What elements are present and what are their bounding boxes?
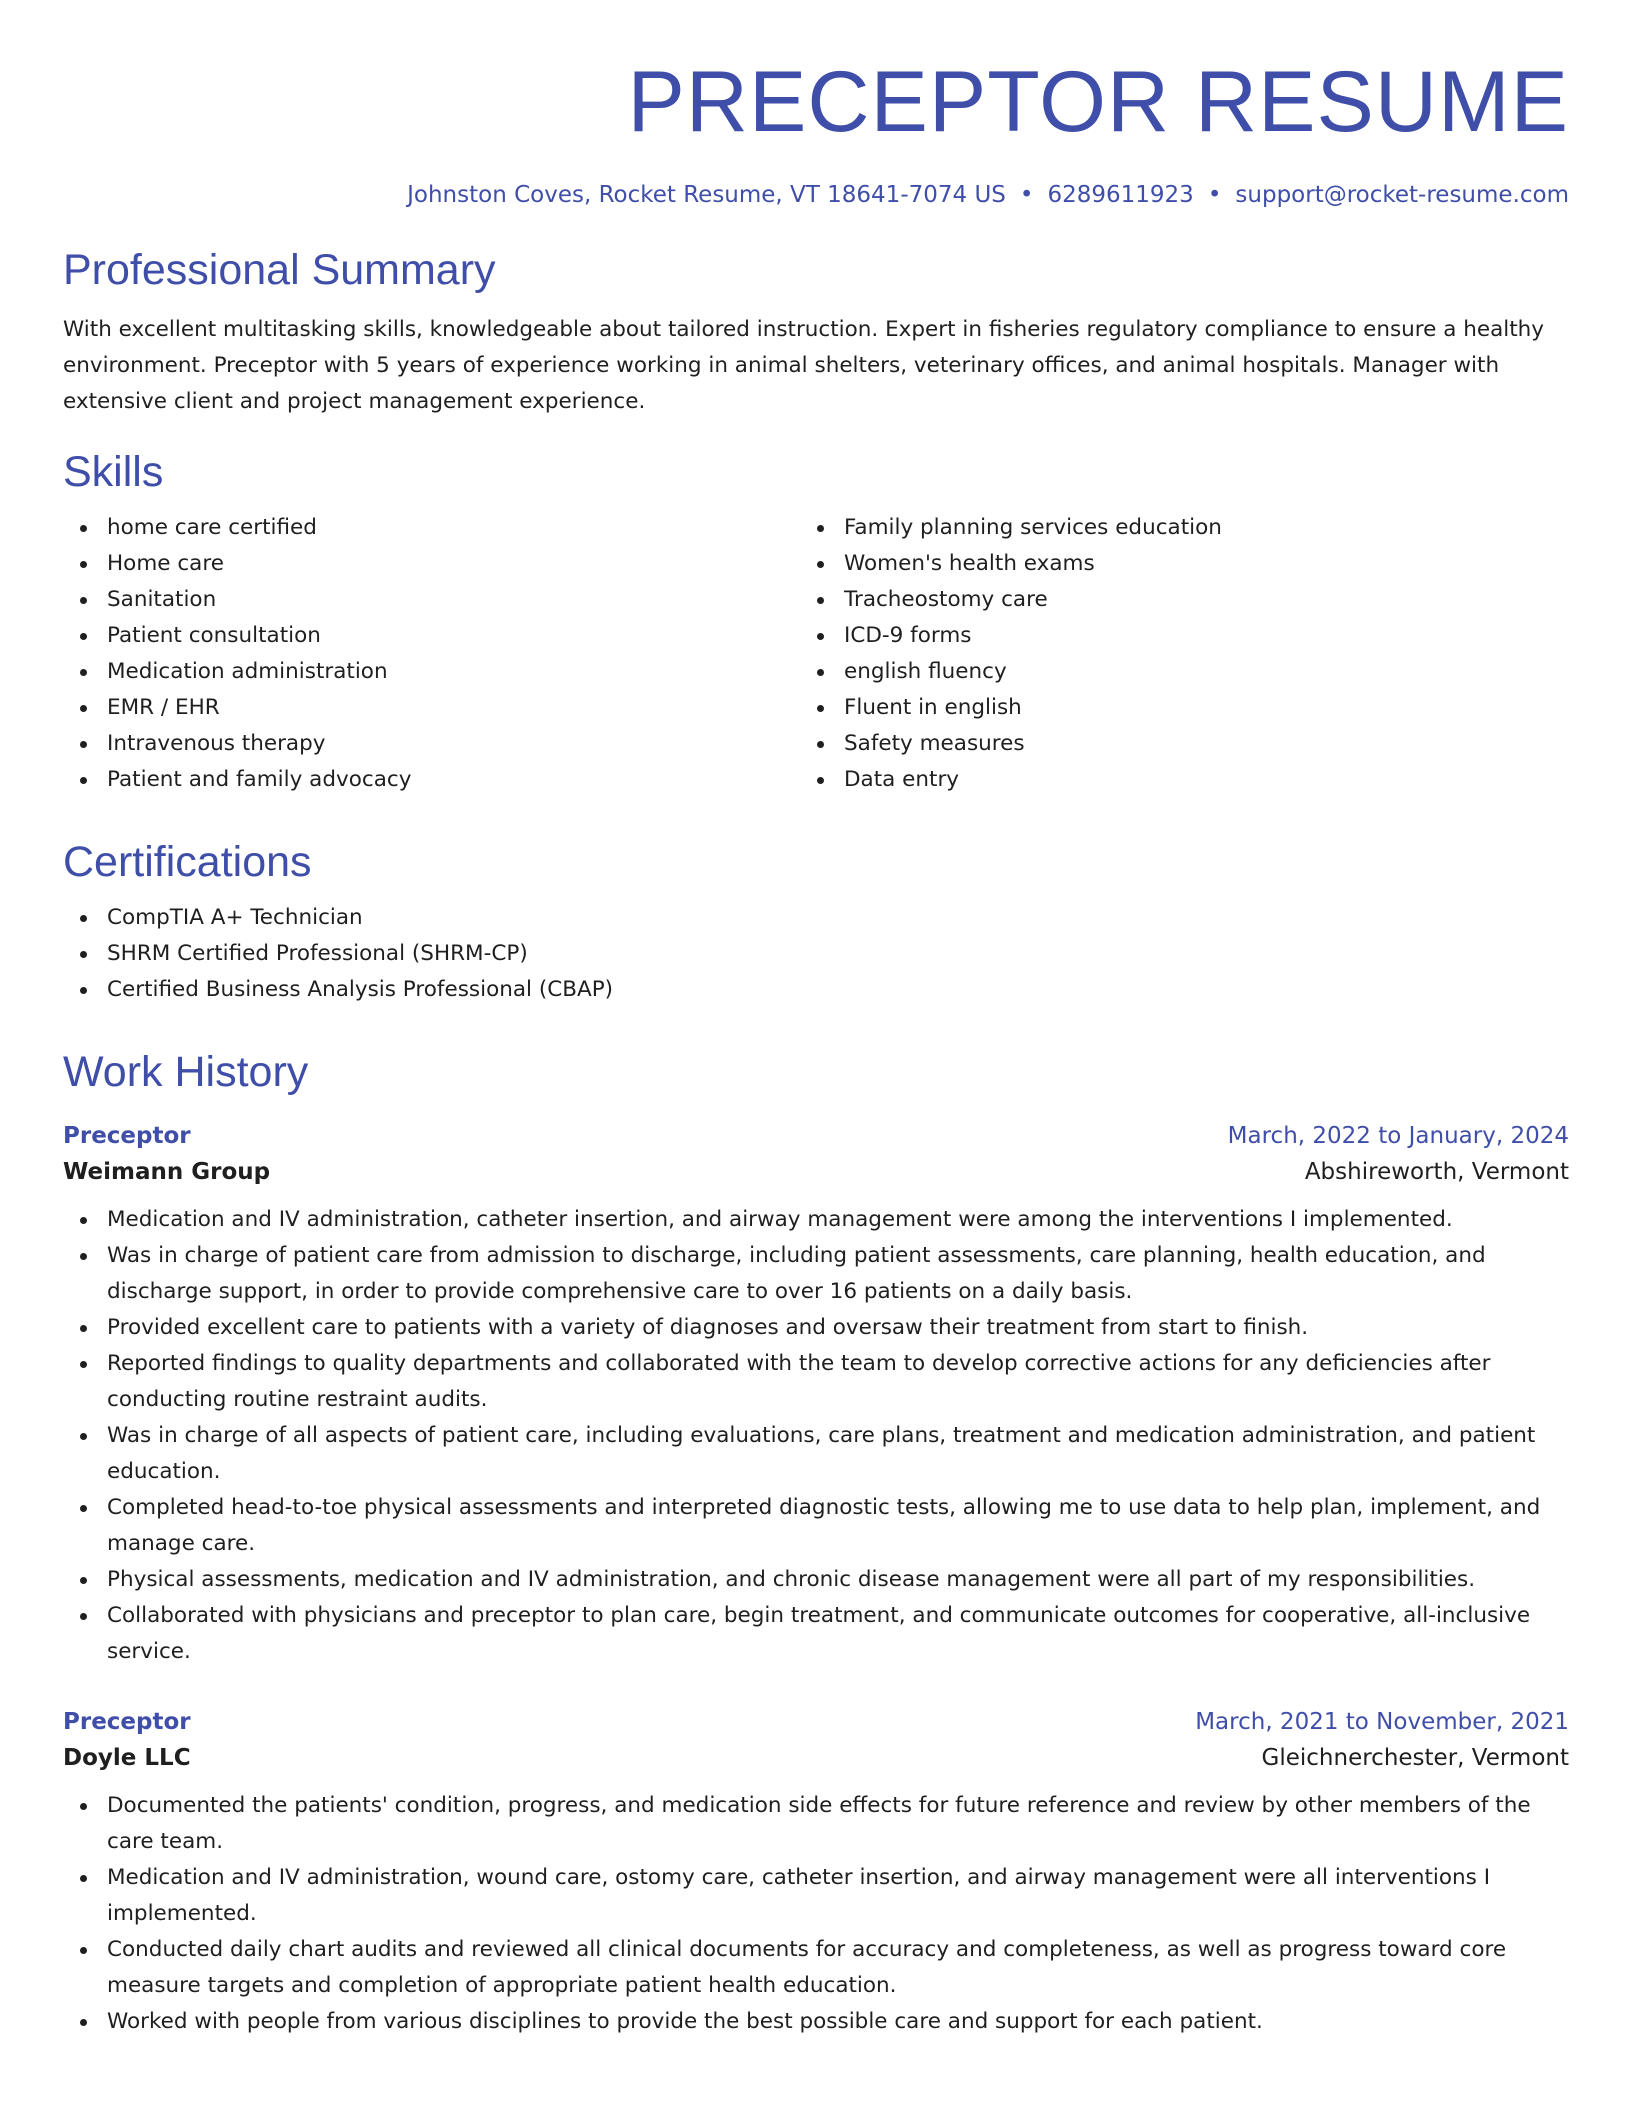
job-company: Weimann Group [63,1159,271,1185]
job-duty: Collaborated with physicians and preceptor to plan care, begin treatment, and communicate outcomes for cooperative, all-inclusive service. [63,1598,1569,1670]
skill-item: Intravenous therapy [63,726,800,762]
job-entry [63,1706,1569,2040]
job-duty: Medication and IV administration, catheter insertion, and airway management were among the interventions I implemented. [63,1202,1569,1238]
job-duty: Worked with people from various disciplines to provide the best possible care and support for each patient. [63,2004,1569,2040]
skill-item: home care certified [63,510,800,546]
summary-heading: Professional Summary [63,246,496,294]
skills-list-left [63,510,800,798]
job-title: Preceptor [63,1123,191,1149]
work-history-heading: Work History [63,1048,309,1096]
job-duty: Reported findings to quality departments and collaborated with the team to develop corrective actions for any deficiencies after conducting routine restraint audits. [63,1346,1569,1418]
contact-line [63,180,1569,210]
job-location: Gleichnerchester, Vermont [1261,1745,1569,1771]
skills-list-right [800,510,1537,798]
job-dates: March, 2021 to November, 2021 [1195,1709,1569,1735]
job-duty: Was in charge of all aspects of patient care, including evaluations, care plans, treatment and medication administration, and patient education. [63,1418,1569,1490]
skills-columns [63,510,1569,798]
skill-item: Home care [63,546,800,582]
job-duty: Physical assessments, medication and IV administration, and chronic disease management were all part of my responsibilities. [63,1562,1569,1598]
skills-heading: Skills [63,448,164,496]
contact-separator: • [1207,182,1222,208]
job-duty: Medication and IV administration, wound care, ostomy care, catheter insertion, and airway management were all interventions I implemented. [63,1860,1569,1932]
skill-item: Medication administration [63,654,800,690]
job-duty: Was in charge of patient care from admission to discharge, including patient assessments, care planning, health education, and discharge support, in order to provide comprehensive care to over 16 patients on a daily basis. [63,1238,1569,1310]
job-company-row [63,1152,1569,1192]
job-entry [63,1120,1569,1670]
work-history-section [63,1046,1569,2040]
job-duties-list [63,1202,1569,1670]
skill-item: Women's health exams [800,546,1537,582]
job-title: Preceptor [63,1709,191,1735]
skill-item: Safety measures [800,726,1537,762]
summary-text: With excellent multitasking skills, knowledgeable about tailored instruction. Expert in fisheries regulatory compliance to ensure a healthy environment. Preceptor with 5 years of experience working in animal shelters, veterinary offices, and animal hospitals. Manager with extensive client and project management experience. [63,317,1545,414]
skill-item: english fluency [800,654,1537,690]
skill-item: ICD-9 forms [800,618,1537,654]
skill-item: Tracheostomy care [800,582,1537,618]
job-duty: Completed head-to-toe physical assessments and interpreted diagnostic tests, allowing me to use data to help plan, implement, and manage care. [63,1490,1569,1562]
job-header-row [63,1120,1569,1152]
skill-item: Patient consultation [63,618,800,654]
job-company-row [63,1738,1569,1778]
skill-item: EMR / EHR [63,690,800,726]
skill-item: Fluent in english [800,690,1537,726]
skill-item: Data entry [800,762,1537,798]
job-company: Doyle LLC [63,1745,191,1771]
skill-item: Family planning services education [800,510,1537,546]
certification-item: CompTIA A+ Technician [63,900,1569,936]
job-location: Abshireworth, Vermont [1304,1159,1569,1185]
job-header-row [63,1706,1569,1738]
certification-item: Certified Business Analysis Professional (CBAP) [63,972,1569,1008]
resume-title: PRECEPTOR RESUME [627,54,1569,150]
skills-section [63,446,1569,798]
certifications-list [63,900,1569,1008]
job-dates: March, 2022 to January, 2024 [1227,1123,1569,1149]
skill-item: Sanitation [63,582,800,618]
contact-email[interactable]: support@rocket-resume.com [1235,182,1569,208]
resume-header [63,52,1569,210]
job-duty: Conducted daily chart audits and reviewed all clinical documents for accuracy and completeness, as well as progress toward core measure targets and completion of appropriate patient health education. [63,1932,1569,2004]
job-duties-list [63,1788,1569,2040]
skill-item: Patient and family advocacy [63,762,800,798]
certification-item: SHRM Certified Professional (SHRM-CP) [63,936,1569,972]
contact-phone[interactable]: 6289611923 [1047,182,1194,208]
job-duty: Documented the patients' condition, progress, and medication side effects for future reference and review by other members of the care team. [63,1788,1569,1860]
contact-address: Johnston Coves, Rocket Resume, VT 18641-7074 US [407,182,1006,208]
job-duty: Provided excellent care to patients with a variety of diagnoses and oversaw their treatment from start to finish. [63,1310,1569,1346]
summary-section [63,244,1569,420]
certifications-heading: Certifications [63,838,312,886]
contact-separator: • [1019,182,1034,208]
certifications-section [63,836,1569,1008]
